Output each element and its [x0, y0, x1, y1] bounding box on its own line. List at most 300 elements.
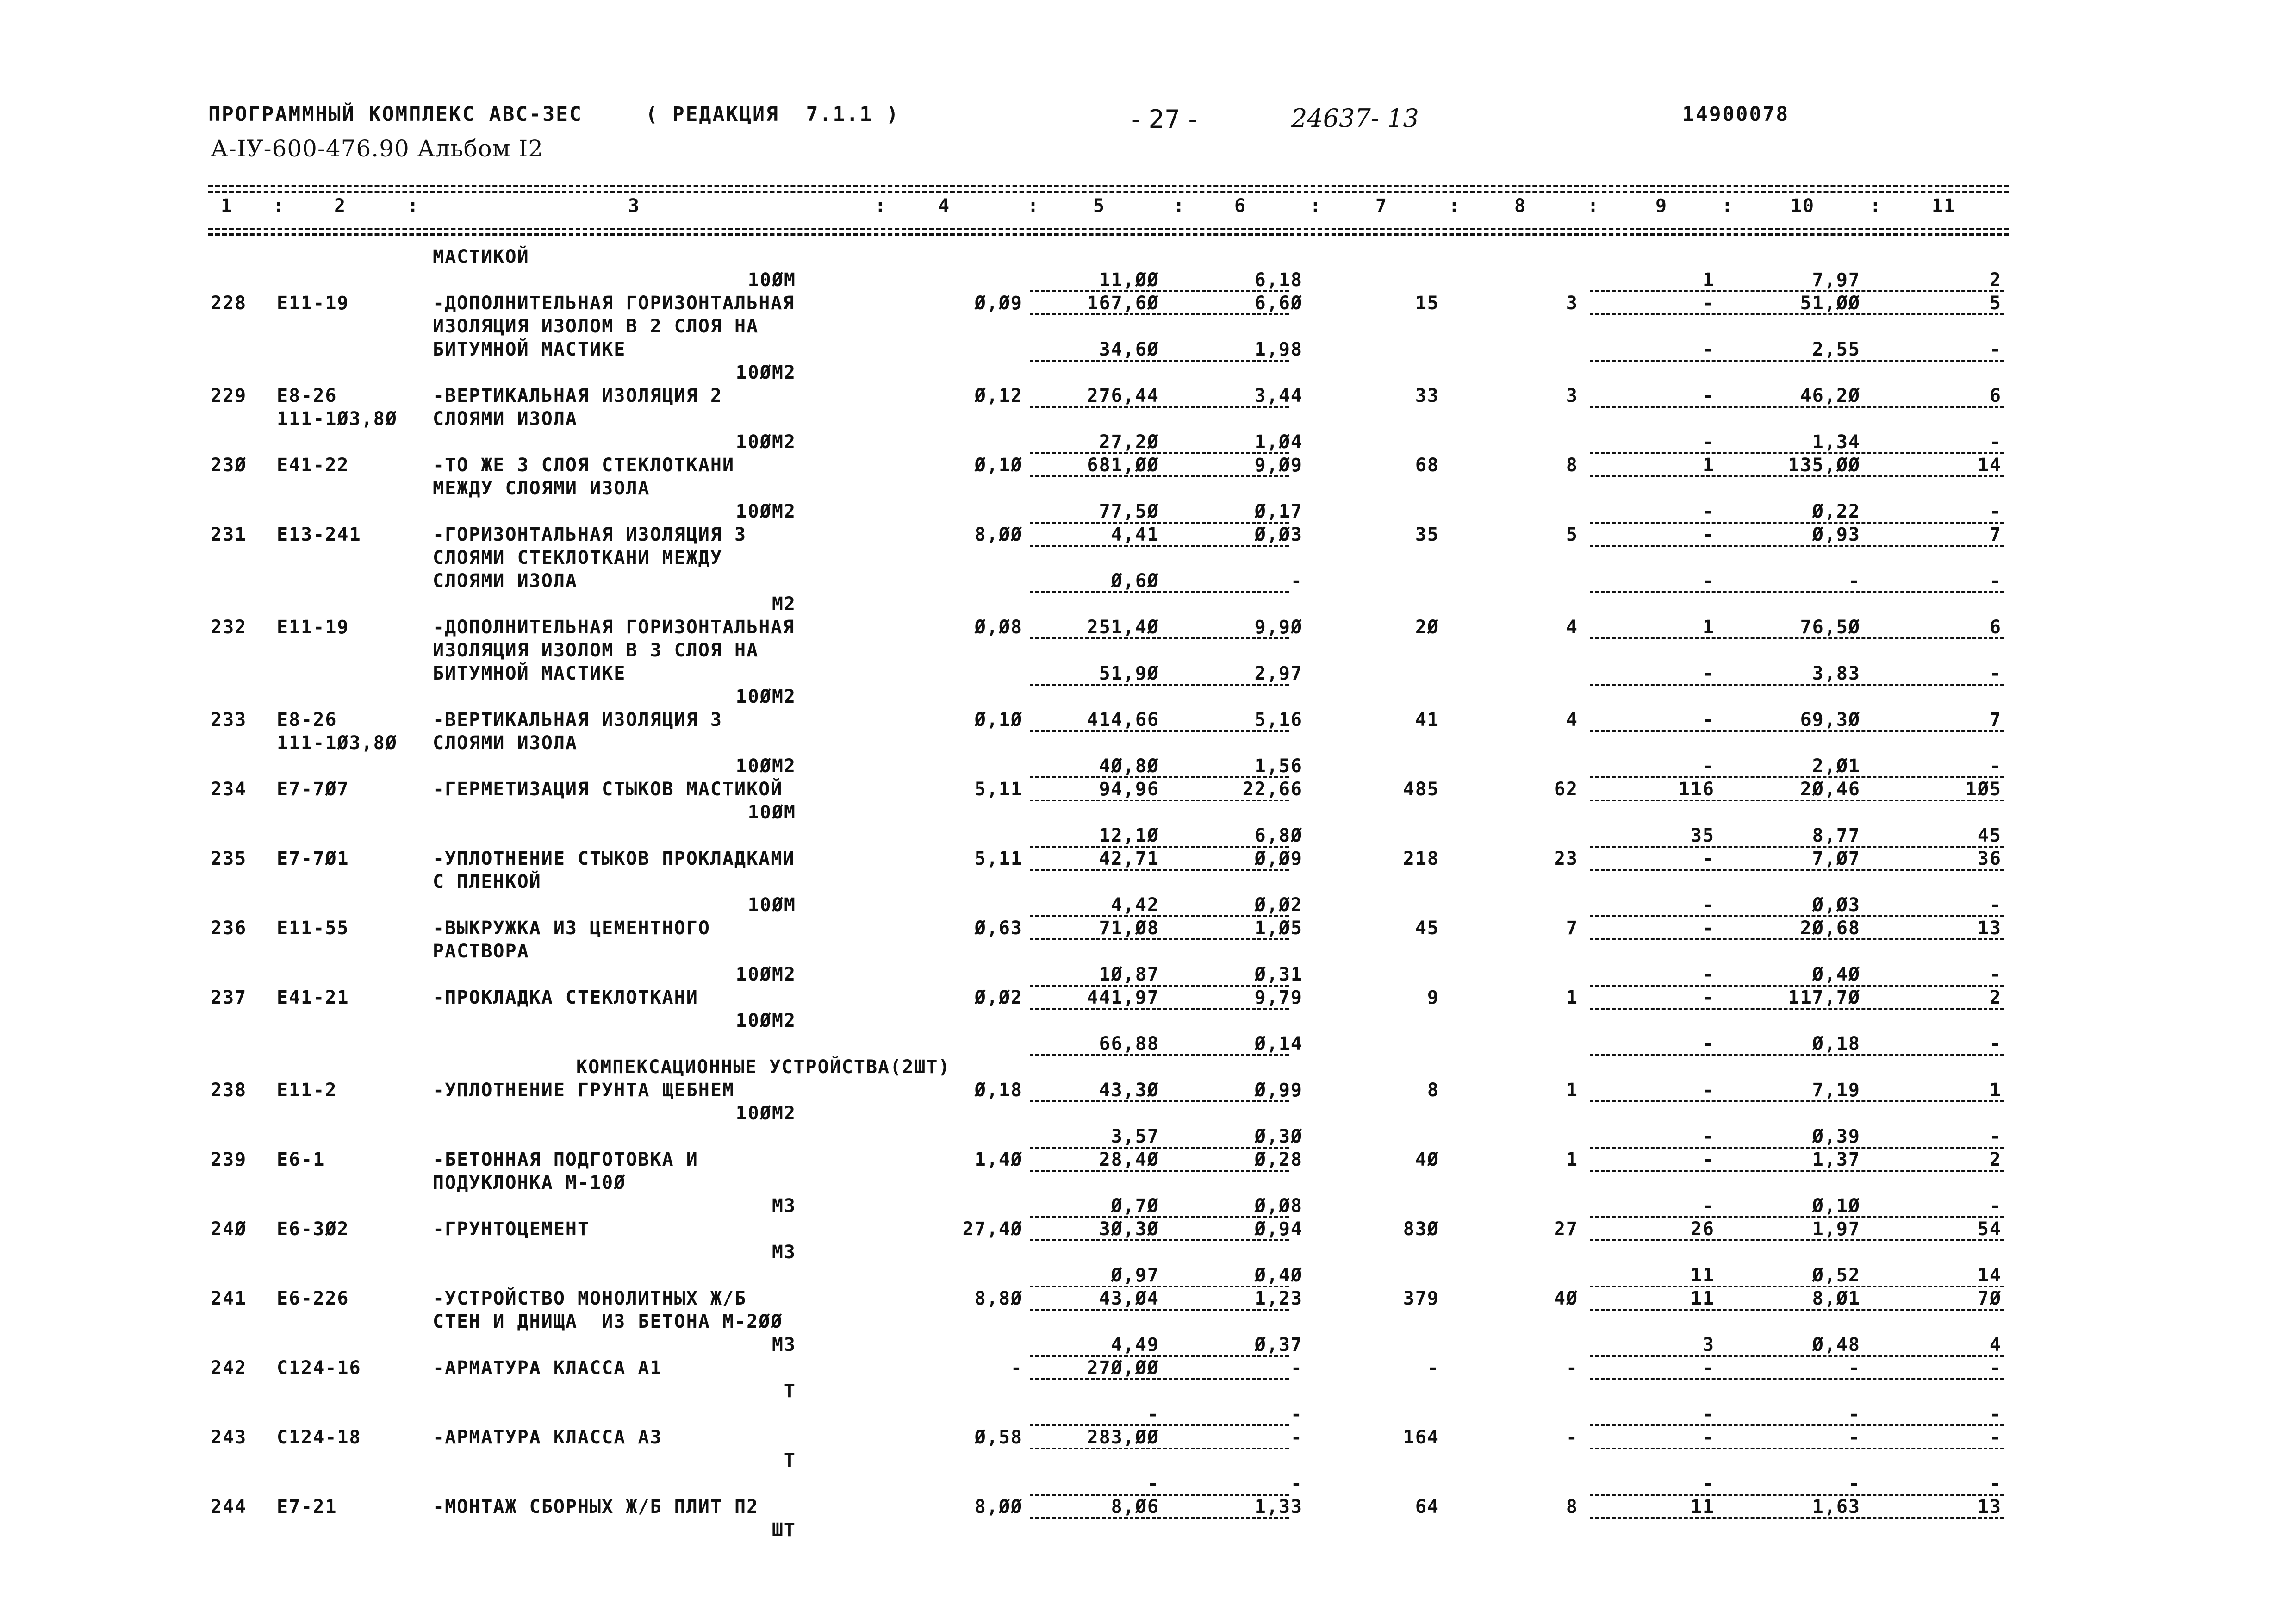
cell-col-11: 7Ø [1977, 1288, 2002, 1309]
cell-col-4: Ø,12 [974, 385, 1023, 406]
cell-col-3: -ГРУНТОЦЕМЕНТ [433, 1218, 590, 1240]
cell-col-4: Ø,Ø2 [974, 987, 1023, 1008]
cell-col-6: - [1290, 1357, 1303, 1379]
cell-col-3: 10ØМ2 [735, 1103, 796, 1124]
cell-col-10: Ø,Ø3 [1812, 894, 1860, 916]
cell-col-2: Е8-26 [277, 385, 337, 406]
cell-col-1: 23Ø [211, 455, 247, 476]
cell-col-4: 8,ØØ [974, 524, 1023, 545]
cell-col-3: СЛОЯМИ ИЗОЛА [433, 408, 578, 430]
cell-col-1: 234 [211, 779, 247, 800]
cell-col-8: - [1566, 1357, 1578, 1379]
cell-underline [1030, 1008, 1289, 1010]
cell-col-7: 35 [1415, 524, 1439, 545]
cell-underline [1030, 545, 1289, 547]
cell-col-8: 4Ø [1554, 1288, 1578, 1309]
cell-col-11: 5 [1989, 293, 2002, 314]
cell-col-9: - [1702, 501, 1715, 522]
cell-col-3: ШТ [772, 1519, 796, 1541]
cell-col-10: Ø,39 [1812, 1126, 1860, 1147]
handwritten-number: 24637- 13 [1291, 104, 1419, 133]
cell-col-5: Ø,97 [1111, 1265, 1159, 1286]
cell-underline [1030, 406, 1289, 408]
cell-col-10: 7,19 [1812, 1080, 1860, 1101]
cell-col-6: - [1290, 570, 1303, 592]
cell-underline [1030, 1100, 1289, 1102]
cell-col-10: 117,7Ø [1788, 987, 1860, 1008]
cell-col-4: 8,ØØ [974, 1496, 1023, 1518]
cell-underline [1590, 1100, 2004, 1102]
cell-col-6: - [1290, 1473, 1303, 1494]
cell-col-1: 231 [211, 524, 247, 545]
cell-col-5: 71,Ø8 [1099, 918, 1159, 939]
cell-underline [1030, 1517, 1289, 1519]
cell-col-7: 379 [1403, 1288, 1439, 1309]
cell-col-9: 35 [1690, 825, 1715, 846]
cell-col-9: - [1702, 1126, 1715, 1147]
cell-col-3: 10ØМ [747, 802, 796, 823]
column-separator: : [1587, 195, 1600, 217]
column-header-9: 9 [1655, 195, 1668, 217]
column-header-7: 7 [1375, 195, 1388, 217]
cell-col-11: 6 [1989, 385, 2002, 406]
cell-col-5: 3,57 [1111, 1126, 1159, 1147]
cell-col-7: 64 [1415, 1496, 1439, 1518]
column-separator: : [407, 195, 420, 217]
cell-col-8: 1 [1566, 987, 1578, 1008]
cell-col-7: 68 [1415, 455, 1439, 476]
cell-col-3: МАСТИКОЙ [433, 246, 529, 268]
cell-underline [1030, 800, 1289, 801]
cell-col-2: Е13-241 [277, 524, 361, 545]
column-separator: : [1310, 195, 1322, 217]
column-separator: : [1027, 195, 1040, 217]
cell-col-9: - [1702, 756, 1715, 777]
cell-col-11: 1 [1989, 1080, 2002, 1101]
cell-col-7: 83Ø [1403, 1218, 1439, 1240]
cell-col-5: 11,ØØ [1099, 269, 1159, 291]
cell-col-5: 4,49 [1111, 1334, 1159, 1355]
cell-col-3: 10ØМ2 [735, 756, 796, 777]
cell-col-6: Ø,99 [1254, 1080, 1303, 1101]
cell-col-9: 11 [1690, 1496, 1715, 1518]
cell-col-5: 27Ø,ØØ [1087, 1357, 1159, 1379]
cell-col-1: 243 [211, 1427, 247, 1448]
cell-col-11: - [1989, 964, 2002, 985]
cell-col-6: Ø,Ø3 [1254, 524, 1303, 545]
cell-col-7: 45 [1415, 918, 1439, 939]
cell-col-8: 23 [1554, 848, 1578, 869]
cell-col-5: Ø,6Ø [1111, 570, 1159, 592]
cell-col-6: Ø,3Ø [1254, 1126, 1303, 1147]
cell-col-9: - [1702, 570, 1715, 592]
cell-col-10: - [1848, 1473, 1860, 1494]
cell-col-11: - [1989, 894, 2002, 916]
cell-col-5: 12,1Ø [1099, 825, 1159, 846]
cell-col-3: -ТО ЖЕ 3 СЛОЯ СТЕКЛОТКАНИ [433, 455, 735, 476]
cell-col-3: М2 [772, 593, 796, 615]
cell-col-6: 3,44 [1254, 385, 1303, 406]
cell-col-10: 76,5Ø [1800, 617, 1860, 638]
column-separator: : [1449, 195, 1461, 217]
cell-col-6: 2,97 [1254, 663, 1303, 684]
cell-col-7: 15 [1415, 293, 1439, 314]
cell-col-6: 9,79 [1254, 987, 1303, 1008]
cell-col-10: Ø,48 [1812, 1334, 1860, 1355]
cell-col-9: 116 [1678, 779, 1715, 800]
cell-underline [1030, 1170, 1289, 1172]
cell-col-9: - [1702, 339, 1715, 360]
cell-col-2: Е11-19 [277, 617, 349, 638]
cell-underline [1590, 406, 2004, 408]
column-header-2: 2 [334, 195, 347, 217]
cell-col-9: - [1702, 385, 1715, 406]
program-title: ПРОГРАММНЫЙ КОМПЛЕКС АВС-3ЕС [208, 103, 583, 126]
cell-col-3: М3 [772, 1334, 796, 1355]
cell-col-8: 27 [1554, 1218, 1578, 1240]
cell-col-9: 11 [1690, 1265, 1715, 1286]
cell-underline [1030, 684, 1289, 686]
cell-col-6: Ø,Ø8 [1254, 1195, 1303, 1217]
cell-col-3: Т [784, 1450, 796, 1471]
cell-col-3: Т [784, 1380, 796, 1402]
cell-col-3: -ПРОКЛАДКА СТЕКЛОТКАНИ [433, 987, 698, 1008]
cell-col-2: Е6-3Ø2 [277, 1218, 349, 1240]
column-separator: : [273, 195, 286, 217]
cell-col-8: 4 [1566, 709, 1578, 731]
cell-col-11: - [1989, 339, 2002, 360]
column-header-10: 10 [1790, 195, 1815, 217]
cell-col-5: 43,3Ø [1099, 1080, 1159, 1101]
cell-underline [1590, 1170, 2004, 1172]
cell-col-11: 14 [1977, 1265, 2002, 1286]
cell-col-8: 62 [1554, 779, 1578, 800]
cell-col-6: 6,18 [1254, 269, 1303, 291]
cell-col-4: Ø,18 [974, 1080, 1023, 1101]
cell-col-4: 27,4Ø [962, 1218, 1023, 1240]
cell-col-11: - [1989, 1195, 2002, 1217]
cell-col-11: 14 [1977, 455, 2002, 476]
cell-col-3: БИТУМНОЙ МАСТИКЕ [433, 663, 626, 684]
cell-col-5: 51,9Ø [1099, 663, 1159, 684]
cell-col-3: -УСТРОЙСТВО МОНОЛИТНЫХ Ж/Б [433, 1288, 747, 1309]
cell-underline [1590, 637, 2004, 639]
cell-col-3: СЛОЯМИ СТЕКЛОТКАНИ МЕЖДУ [433, 547, 722, 568]
cell-col-8: 1 [1566, 1149, 1578, 1170]
cell-col-10: - [1848, 1427, 1860, 1448]
cell-underline [1590, 1378, 2004, 1380]
cell-col-3: -ВЕРТИКАЛЬНАЯ ИЗОЛЯЦИЯ 3 [433, 709, 722, 731]
column-separator: : [1870, 195, 1882, 217]
cell-col-5: 283,ØØ [1087, 1427, 1159, 1448]
table-top-rule [208, 185, 2009, 187]
cell-col-3: 10ØМ2 [735, 1010, 796, 1031]
cell-col-3: -ГЕРМЕТИЗАЦИЯ СТЫКОВ МАСТИКОЙ [433, 779, 783, 800]
cell-col-2: Е7-21 [277, 1496, 337, 1518]
cell-col-4: Ø,Ø9 [974, 293, 1023, 314]
cell-col-10: 1,37 [1812, 1149, 1860, 1170]
cell-col-4: - [1010, 1357, 1023, 1379]
cell-col-11: 7 [1989, 709, 2002, 731]
cell-col-7: 218 [1403, 848, 1439, 869]
table-top-rule-2 [208, 191, 2009, 193]
cell-col-5: 251,4Ø [1087, 617, 1159, 638]
cell-col-3: 10ØМ [747, 894, 796, 916]
cell-col-3: С ПЛЕНКОЙ [433, 871, 541, 893]
cell-col-3: -АРМАТУРА КЛАССА А3 [433, 1427, 662, 1448]
cell-col-11: 2 [1989, 987, 2002, 1008]
cell-col-9: - [1702, 663, 1715, 684]
cell-underline [1590, 1239, 2004, 1241]
cell-col-10: Ø,1Ø [1812, 1195, 1860, 1217]
cell-col-9: - [1702, 293, 1715, 314]
cell-col-5: 34,6Ø [1099, 339, 1159, 360]
column-separator: : [1722, 195, 1734, 217]
cell-col-6: Ø,94 [1254, 1218, 1303, 1240]
cell-col-10: 1,97 [1812, 1218, 1860, 1240]
cell-col-9: - [1702, 848, 1715, 869]
cell-col-10: 2Ø,46 [1800, 779, 1860, 800]
cell-col-10: 46,2Ø [1800, 385, 1860, 406]
cell-underline [1590, 591, 2004, 593]
cell-col-10: 2,55 [1812, 339, 1860, 360]
cell-col-5: Ø,7Ø [1111, 1195, 1159, 1217]
column-header-8: 8 [1514, 195, 1527, 217]
cell-col-6: 1,33 [1254, 1496, 1303, 1518]
cell-col-6: 22,66 [1242, 779, 1303, 800]
cell-col-11: - [1989, 756, 2002, 777]
cell-col-5: 8,Ø6 [1111, 1496, 1159, 1518]
cell-underline [1590, 1008, 2004, 1010]
cell-col-9: - [1702, 987, 1715, 1008]
cell-underline [1590, 1448, 2004, 1449]
cell-col-11: - [1989, 663, 2002, 684]
cell-col-4: 8,8Ø [974, 1288, 1023, 1309]
cell-col-6: - [1290, 1404, 1303, 1425]
cell-col-11: - [1989, 1126, 2002, 1147]
cell-underline [1030, 637, 1289, 639]
cell-col-9: - [1702, 1149, 1715, 1170]
cell-col-6: Ø,37 [1254, 1334, 1303, 1355]
cell-col-6: Ø,Ø2 [1254, 894, 1303, 916]
cell-col-6: - [1290, 1427, 1303, 1448]
cell-col-11: 2 [1989, 1149, 2002, 1170]
cell-col-10: Ø,22 [1812, 501, 1860, 522]
cell-col-3: -АРМАТУРА КЛАССА А1 [433, 1357, 662, 1379]
edition-label: ( РЕДАКЦИЯ 7.1.1 ) [646, 103, 900, 126]
cell-underline [1030, 1054, 1289, 1056]
cell-col-11: 54 [1977, 1218, 2002, 1240]
cell-col-4: Ø,63 [974, 918, 1023, 939]
cell-col-10: Ø,93 [1812, 524, 1860, 545]
cell-underline [1590, 730, 2004, 732]
cell-col-11: - [1989, 570, 2002, 592]
cell-col-11: 36 [1977, 848, 2002, 869]
cell-col-5: 167,6Ø [1087, 293, 1159, 314]
document-code: 14900078 [1682, 103, 1790, 126]
cell-col-2: Е11-55 [277, 918, 349, 939]
cell-col-1: 233 [211, 709, 247, 731]
cell-col-7: 9 [1427, 987, 1439, 1008]
cell-col-11: - [1989, 1357, 2002, 1379]
cell-col-9: - [1702, 1473, 1715, 1494]
cell-col-7: 164 [1403, 1427, 1439, 1448]
cell-col-5: 414,66 [1087, 709, 1159, 731]
cell-col-4: Ø,58 [974, 1427, 1023, 1448]
cell-underline [1590, 1054, 2004, 1056]
cell-col-4: 5,11 [974, 848, 1023, 869]
cell-col-6: 1,23 [1254, 1288, 1303, 1309]
cell-col-3: СЛОЯМИ ИЗОЛА [433, 570, 578, 592]
cell-col-8: 8 [1566, 1496, 1578, 1518]
cell-col-3: 10ØМ2 [735, 686, 796, 707]
cell-underline [1030, 1309, 1289, 1311]
cell-col-11: 13 [1977, 918, 2002, 939]
cell-col-5: 94,96 [1099, 779, 1159, 800]
cell-col-3: -БЕТОННАЯ ПОДГОТОВКА И [433, 1149, 698, 1170]
cell-col-7: 33 [1415, 385, 1439, 406]
cell-underline [1590, 1517, 2004, 1519]
cell-underline [1590, 545, 2004, 547]
cell-col-3: 10ØМ2 [735, 362, 796, 383]
cell-col-11: - [1989, 1404, 2002, 1425]
cell-col-6: 6,6Ø [1254, 293, 1303, 314]
cell-col-10: 135,ØØ [1788, 455, 1860, 476]
cell-col-4: Ø,1Ø [974, 455, 1023, 476]
cell-col-2: Е41-21 [277, 987, 349, 1008]
cell-col-10: - [1848, 1357, 1860, 1379]
cell-col-5: 66,88 [1099, 1033, 1159, 1055]
cell-col-3: -ДОПОЛНИТЕЛЬНАЯ ГОРИЗОНТАЛЬНАЯ [433, 293, 795, 314]
cell-col-8: - [1566, 1427, 1578, 1448]
cell-col-9: 1 [1702, 269, 1715, 291]
cell-col-2: Е6-1 [277, 1149, 325, 1170]
cell-col-1: 242 [211, 1357, 247, 1379]
cell-col-5: 4,42 [1111, 894, 1159, 916]
cell-underline [1030, 938, 1289, 940]
cell-col-1: 238 [211, 1080, 247, 1101]
cell-col-9: 1 [1702, 617, 1715, 638]
cell-col-10: 7,Ø7 [1812, 848, 1860, 869]
cell-col-5: 276,44 [1087, 385, 1159, 406]
cell-col-6: 9,Ø9 [1254, 455, 1303, 476]
cell-col-11: - [1989, 431, 2002, 453]
cell-col-9: - [1702, 1404, 1715, 1425]
column-header-11: 11 [1931, 195, 1956, 217]
cell-col-9: - [1702, 1080, 1715, 1101]
cell-col-6: 1,98 [1254, 339, 1303, 360]
cell-col-11: 2 [1989, 269, 2002, 291]
cell-col-5: 77,5Ø [1099, 501, 1159, 522]
table-header-rule [208, 228, 2009, 230]
cell-col-4: Ø,Ø8 [974, 617, 1023, 638]
cell-col-3: РАСТВОРА [433, 941, 529, 962]
cell-col-2: С124-18 [277, 1427, 361, 1448]
cell-col-6: 6,8Ø [1254, 825, 1303, 846]
cell-col-8: 5 [1566, 524, 1578, 545]
cell-col-9: - [1702, 964, 1715, 985]
cell-col-11: - [1989, 1473, 2002, 1494]
cell-col-2: Е6-226 [277, 1288, 349, 1309]
cell-col-3: КОМПЕКСАЦИОННЫЕ УСТРОЙСТВА(2ШТ) [576, 1056, 951, 1078]
cell-col-6: Ø,14 [1254, 1033, 1303, 1055]
album-title: А-IУ-600-476.90 Альбом I2 [211, 135, 544, 162]
cell-col-10: 2Ø,68 [1800, 918, 1860, 939]
cell-col-3: -УПЛОТНЕНИЕ СТЫКОВ ПРОКЛАДКАМИ [433, 848, 795, 869]
column-header-6: 6 [1234, 195, 1247, 217]
cell-col-8: 8 [1566, 455, 1578, 476]
cell-col-5: 681,ØØ [1087, 455, 1159, 476]
cell-col-10: 3,83 [1812, 663, 1860, 684]
cell-col-2: Е7-7Ø7 [277, 779, 349, 800]
cell-col-11: 13 [1977, 1496, 2002, 1518]
cell-col-5: 43,Ø4 [1099, 1288, 1159, 1309]
column-header-5: 5 [1093, 195, 1106, 217]
cell-col-9: - [1702, 1357, 1715, 1379]
cell-col-6: 9,9Ø [1254, 617, 1303, 638]
cell-col-5: 3Ø,3Ø [1099, 1218, 1159, 1240]
cell-col-10: 7,97 [1812, 269, 1860, 291]
cell-col-2: Е11-2 [277, 1080, 337, 1101]
cell-col-6: 1,Ø4 [1254, 431, 1303, 453]
cell-col-9: - [1702, 709, 1715, 731]
cell-underline [1590, 313, 2004, 315]
cell-col-6: 1,Ø5 [1254, 918, 1303, 939]
cell-col-5: 4,41 [1111, 524, 1159, 545]
cell-col-1: 244 [211, 1496, 247, 1518]
cell-underline [1590, 1309, 2004, 1311]
cell-underline [1030, 1239, 1289, 1241]
cell-col-10: 1,63 [1812, 1496, 1860, 1518]
cell-col-6: 5,16 [1254, 709, 1303, 731]
cell-underline [1030, 360, 1289, 362]
cell-col-10: Ø,4Ø [1812, 964, 1860, 985]
cell-col-9: - [1702, 918, 1715, 939]
cell-underline [1030, 869, 1289, 871]
cell-underline [1590, 800, 2004, 801]
cell-col-11: 1Ø5 [1965, 779, 2002, 800]
cell-col-1: 228 [211, 293, 247, 314]
cell-col-9: - [1702, 1427, 1715, 1448]
cell-col-2: 111-1Ø3,8Ø [277, 408, 398, 430]
cell-col-3: 10ØМ2 [735, 431, 796, 453]
cell-col-3: М3 [772, 1242, 796, 1263]
cell-col-5: 1Ø,87 [1099, 964, 1159, 985]
cell-col-3: 10ØМ2 [735, 964, 796, 985]
column-header-4: 4 [938, 195, 951, 217]
cell-col-9: - [1702, 431, 1715, 453]
cell-col-10: - [1848, 570, 1860, 592]
column-header-3: 3 [628, 195, 641, 217]
cell-col-8: 1 [1566, 1080, 1578, 1101]
cell-col-6: Ø,4Ø [1254, 1265, 1303, 1286]
cell-col-10: - [1848, 1404, 1860, 1425]
cell-col-8: 7 [1566, 918, 1578, 939]
cell-col-7: 2Ø [1415, 617, 1439, 638]
cell-col-3: 10ØМ [747, 269, 796, 291]
cell-col-4: 1,4Ø [974, 1149, 1023, 1170]
cell-underline [1030, 730, 1289, 732]
cell-col-10: 8,77 [1812, 825, 1860, 846]
cell-col-9: - [1702, 1195, 1715, 1217]
cell-col-10: 1,34 [1812, 431, 1860, 453]
cell-col-1: 229 [211, 385, 247, 406]
cell-col-11: 7 [1989, 524, 2002, 545]
cell-col-3: М3 [772, 1195, 796, 1217]
table-header-rule-2 [208, 233, 2009, 236]
cell-col-9: 26 [1690, 1218, 1715, 1240]
cell-col-2: Е41-22 [277, 455, 349, 476]
